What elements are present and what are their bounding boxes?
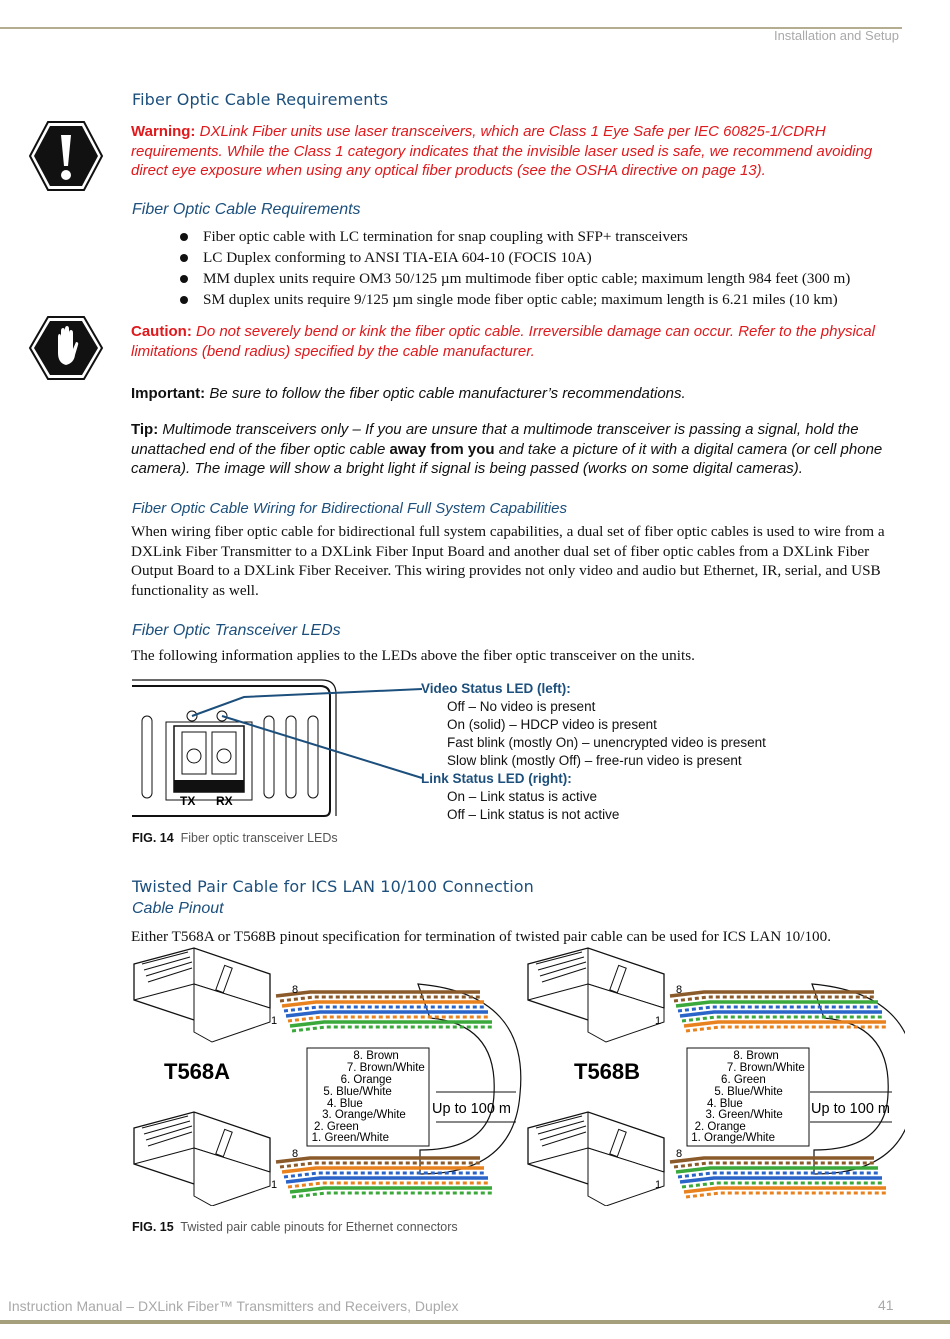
- video-led-item: Fast blink (mostly On) – unencrypted video is present: [447, 735, 766, 750]
- header-rule: [0, 27, 902, 29]
- list-item: Fiber optic cable with LC termination for snap coupling with SFP+ transceivers: [172, 226, 850, 247]
- port-rx-label: RX: [216, 794, 233, 808]
- t568b-pin-7: 7. Brown/White: [726, 1062, 805, 1074]
- important-label: Important:: [131, 385, 206, 402]
- warning-text: DXLink Fiber units use laser transceivers, which are Class 1 Eye Safe per IEC 60825-1/CDRH requirements. While the Class 1 category indicates that the invisible laser used is safe, we recommend avoiding direct eye exposure when using any optical fiber products (see the OSHA directive on page 13).: [131, 123, 873, 179]
- t568a-pin-3: 3. Orange/White: [322, 1109, 406, 1121]
- pin-8-label: 8: [292, 1148, 299, 1160]
- pin-8-label: 8: [676, 984, 683, 996]
- link-led-title: Link Status LED (right):: [421, 771, 572, 786]
- warning-label: Warning:: [131, 123, 196, 140]
- pinout-diagram: [130, 944, 905, 1206]
- important-text: Be sure to follow the fiber optic cable manufacturer’s recommendations.: [205, 385, 686, 402]
- tip-bold: away from you: [389, 440, 495, 458]
- caution-hand-icon: [28, 315, 104, 381]
- sub-heading-leds: Fiber Optic Transceiver LEDs: [132, 622, 341, 639]
- sub-heading-pinout: Cable Pinout: [132, 900, 224, 917]
- pin-1-label: 1: [655, 1179, 662, 1191]
- t568a-pin-7: 7. Brown/White: [346, 1062, 425, 1074]
- t568b-pin-2: 2. Orange: [694, 1121, 746, 1133]
- link-led-item: On – Link status is active: [447, 789, 598, 804]
- section-heading-twisted-pair: Twisted Pair Cable for ICS LAN 10/100 Connection: [132, 877, 534, 896]
- port-tx-label: TX: [180, 794, 196, 808]
- fig-number: FIG. 14: [132, 831, 174, 845]
- t568b-pin-5: 5. Blue/White: [714, 1086, 783, 1098]
- important-note: [131, 384, 906, 404]
- tip-label: Tip:: [131, 421, 159, 438]
- pinout-intro: Either T568A or T568B pinout specification for termination of twisted pair cable can be used for ICS LAN 10/100.: [131, 928, 832, 945]
- t568a-pin-8: 8. Brown: [353, 1050, 399, 1062]
- t568b-pin-6: 6. Green: [721, 1074, 766, 1086]
- caution-text: Do not severely bend or kink the fiber optic cable. Irreversible damage can occur. Refer to the physical limitations (bend radius) specified by the cable manufacturer.: [131, 323, 875, 360]
- t568a-pin-6: 6. Orange: [340, 1074, 392, 1086]
- t568a-pin-5: 5. Blue/White: [323, 1086, 392, 1098]
- video-led-item: Off – No video is present: [447, 699, 596, 714]
- tip-text-2: and take a picture of it with a digital camera (or cell phone camera). The image will show a bright light if signal is being passed (works on some digital cameras).: [131, 440, 883, 477]
- t568a-pin-4: 4. Blue: [326, 1098, 363, 1110]
- pin-1-label: 1: [655, 1015, 662, 1027]
- video-led-item: On (solid) – HDCP video is present: [447, 717, 657, 732]
- led-legend: [421, 680, 766, 824]
- list-item: SM duplex units require 9/125 µm single mode fiber optic cable; maximum length is 6.21 miles (10 km): [172, 289, 850, 310]
- caution-label: Caution:: [131, 323, 192, 340]
- t568a-label: T568A: [164, 1059, 231, 1084]
- pin-1-label: 1: [271, 1179, 278, 1191]
- list-item: MM duplex units require OM3 50/125 µm multimode fiber optic cable; maximum length 984 feet (300 m): [172, 268, 850, 289]
- tip-note: [131, 420, 906, 479]
- sub-heading-wiring: Fiber Optic Cable Wiring for Bidirectional Full System Capabilities: [132, 500, 568, 517]
- t568b-label: T568B: [574, 1059, 641, 1084]
- footer-title: Instruction Manual – DXLink Fiber™ Transmitters and Receivers, Duplex: [8, 1298, 459, 1314]
- t568a-pin-1: 1. Green/White: [311, 1132, 389, 1144]
- sub-heading-requirements: Fiber Optic Cable Requirements: [132, 201, 361, 218]
- page-number: 41: [878, 1297, 894, 1313]
- t568b-pin-4: 4. Blue: [706, 1098, 743, 1110]
- figure-caption-14: [132, 831, 338, 845]
- link-led-item: Off – Link status is not active: [447, 807, 620, 822]
- running-header: Installation and Setup: [773, 28, 899, 43]
- fig-caption-text: Twisted pair cable pinouts for Ethernet connectors: [180, 1220, 458, 1234]
- distance-label: Up to 100 m: [811, 1101, 890, 1117]
- t568a-pin-2: 2. Green: [314, 1121, 359, 1133]
- caution-note: [131, 322, 901, 361]
- fig-caption-text: Fiber optic transceiver LEDs: [180, 831, 338, 845]
- list-item: LC Duplex conforming to ANSI TIA-EIA 604-10 (FOCIS 10A): [172, 247, 850, 268]
- pin-1-label: 1: [271, 1015, 278, 1027]
- transceiver-diagram: [130, 676, 430, 820]
- warning-note: [131, 122, 901, 181]
- warning-icon: [28, 120, 104, 192]
- requirements-list: [172, 226, 850, 310]
- tip-text-1: Multimode transceivers only – If you are unsure that a multimode transceiver is passing a signal, hold the unattached end of the fiber optic cable: [131, 421, 859, 458]
- video-led-title: Video Status LED (left):: [421, 681, 571, 696]
- video-led-item: Slow blink (mostly Off) – free-run video is present: [447, 753, 742, 768]
- t568b-pin-3: 3. Green/White: [705, 1109, 783, 1121]
- footer-rule: [0, 1320, 950, 1324]
- section-heading-fiber: Fiber Optic Cable Requirements: [132, 90, 389, 109]
- pin-8-label: 8: [676, 1148, 683, 1160]
- leds-intro: The following information applies to the LEDs above the fiber optic transceiver on the units.: [131, 647, 695, 664]
- t568a-diagram: [134, 948, 521, 1206]
- t568b-pin-8: 8. Brown: [733, 1050, 779, 1062]
- figure-caption-15: [132, 1220, 458, 1234]
- t568b-pin-1: 1. Orange/White: [691, 1132, 775, 1144]
- wiring-paragraph: When wiring fiber optic cable for bidirectional full system capabilities, a dual set of fiber optic cables is used to wire from a DXLink Fiber Transmitter to a DXLink Fiber Input Board and another dual set of fiber optic cables from a DXLink Fiber Output Board to a DXLink Fiber Receiver. This wiring provides not only video and audio but Ethernet, IR, serial, and USB functionality as well.: [131, 523, 885, 599]
- pin-8-label: 8: [292, 984, 299, 996]
- t568b-diagram: [528, 948, 905, 1206]
- fig-number: FIG. 15: [132, 1220, 174, 1234]
- distance-label: Up to 100 m: [432, 1101, 511, 1117]
